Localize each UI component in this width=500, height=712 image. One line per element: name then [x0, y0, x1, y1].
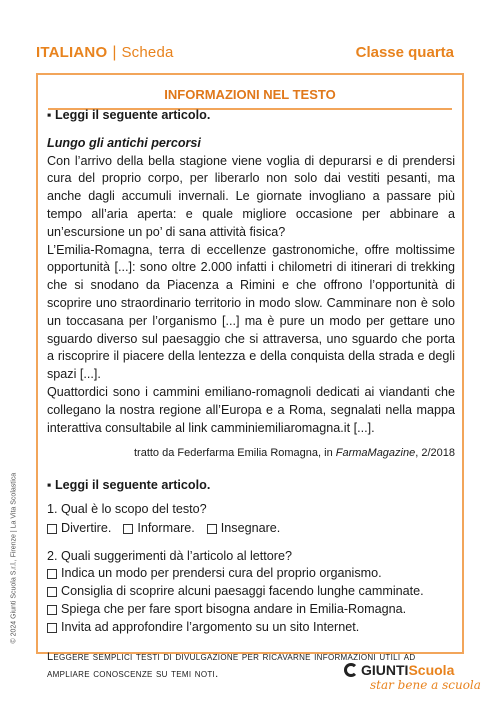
logo-tagline: star bene a scuola — [370, 678, 481, 692]
question-2 — [47, 548, 455, 637]
logo-wordmark — [344, 662, 481, 678]
question-1-text: 1. Qual è lo scopo del testo? — [47, 501, 207, 516]
article-paragraph-2: L’Emilia-Romagna, terra di eccellenze gastronomiche, offre moltissime opportunità [...]: sono oltre 2.000 infatti i chilometri di itinerari di trekking che si snodano da Piacenza a Rimini e che offrono l’opportunità di scoprire uno straordinario territorio in modo slow. Camminare non è solo un toccasana per l’organismo [...] ma è pure un modo per gettare uno sguardo diverso sul paesaggio che si attraversa, uno sguardo che porta a riscoprire il piacere della lentezza e della conquista della strada e degli spazi [...]. — [47, 242, 455, 382]
q1-option-divertire[interactable] — [47, 520, 111, 538]
instruction-read-article: ▪ Leggi il seguente articolo. — [47, 108, 211, 122]
article-source — [47, 445, 455, 463]
side-credit — [4, 470, 18, 650]
worksheet-content — [47, 107, 455, 683]
grade-label: Classe quarta — [355, 44, 454, 61]
checkbox[interactable] — [47, 524, 57, 534]
source-prefix: tratto da Federfarma Emilia Romagna, in — [133, 447, 336, 460]
article-paragraph-3: Quattordici sono i cammini emiliano-romagnoli dedicati ai viandanti che collegano la nostra regione all’Europa e a Roma, segnalati nella mappa interattiva consultabile al link camminiemiliaromagna.it [...]. — [47, 384, 455, 435]
checkbox[interactable] — [47, 605, 57, 615]
copyright-text: © 2024 Giunti Scuola S.r.l., Firenze | La Vita Scolastica — [10, 472, 18, 644]
option-label: Informare. — [137, 520, 195, 535]
option-label: Spiega che per fare sport bisogna andare in Emilia-Romagna. — [61, 601, 407, 616]
header-separator: | — [112, 44, 117, 61]
q2-option-2[interactable] — [47, 583, 455, 601]
checkbox[interactable] — [47, 587, 57, 597]
instruction-read-article-2: ▪ Leggi il seguente articolo. — [47, 478, 211, 493]
source-magazine: FarmaMagazine — [335, 447, 416, 460]
learning-goal: Leggere semplici testi di divulgazione per ricavarne informazioni utili ad ampliare conoscenze su temi noti. — [47, 650, 416, 680]
logo-brand-accent: Scuola — [408, 662, 455, 678]
q2-option-3[interactable] — [47, 601, 455, 619]
logo-g-icon — [344, 663, 358, 677]
option-label: Consiglia di scoprire alcuni paesaggi facendo lunghe camminate. — [61, 584, 424, 599]
giunti-scuola-logo — [344, 662, 481, 692]
sheet-label: Scheda — [121, 44, 174, 61]
page-header — [36, 44, 454, 62]
subject-label — [36, 44, 174, 62]
q1-option-informare[interactable] — [123, 520, 194, 538]
question-1 — [47, 501, 455, 538]
article-paragraph-1: Con l’arrivo della bella stagione viene voglia di depurarsi e di prendersi cura del proprio corpo, per liberarlo non solo dai vestiti pesanti, ma anche dagli accumuli invernali. Le giornate invogliano a passare più tempo all’aria aperta: e quale migliore occasione per abbinare a un’escursione un po’ di sana attività fisica? — [47, 153, 455, 239]
question-2-text: 2. Quali suggerimenti dà l’articolo al lettore? — [47, 548, 293, 563]
q2-option-1[interactable] — [47, 565, 455, 583]
q1-option-insegnare[interactable] — [207, 520, 281, 538]
option-label: Indica un modo per prendersi cura del proprio organismo. — [61, 566, 382, 581]
option-label: Divertire. — [61, 520, 112, 535]
checkbox[interactable] — [47, 569, 57, 579]
option-label: Invita ad approfondire l’argomento su un sito Internet. — [61, 619, 360, 634]
q2-option-4[interactable] — [47, 619, 455, 637]
logo-brand: GIUNTI — [361, 662, 409, 678]
subject-name: ITALIANO — [36, 44, 108, 61]
section-title: INFORMAZIONI NEL TESTO — [164, 87, 336, 102]
checkbox[interactable] — [47, 623, 57, 633]
checkbox[interactable] — [123, 524, 133, 534]
question-1-options — [47, 520, 455, 538]
article-title: Lungo gli antichi percorsi — [47, 135, 201, 150]
checkbox[interactable] — [207, 524, 217, 534]
source-suffix: , 2/2018 — [415, 447, 455, 460]
option-label: Insegnare. — [220, 520, 281, 535]
